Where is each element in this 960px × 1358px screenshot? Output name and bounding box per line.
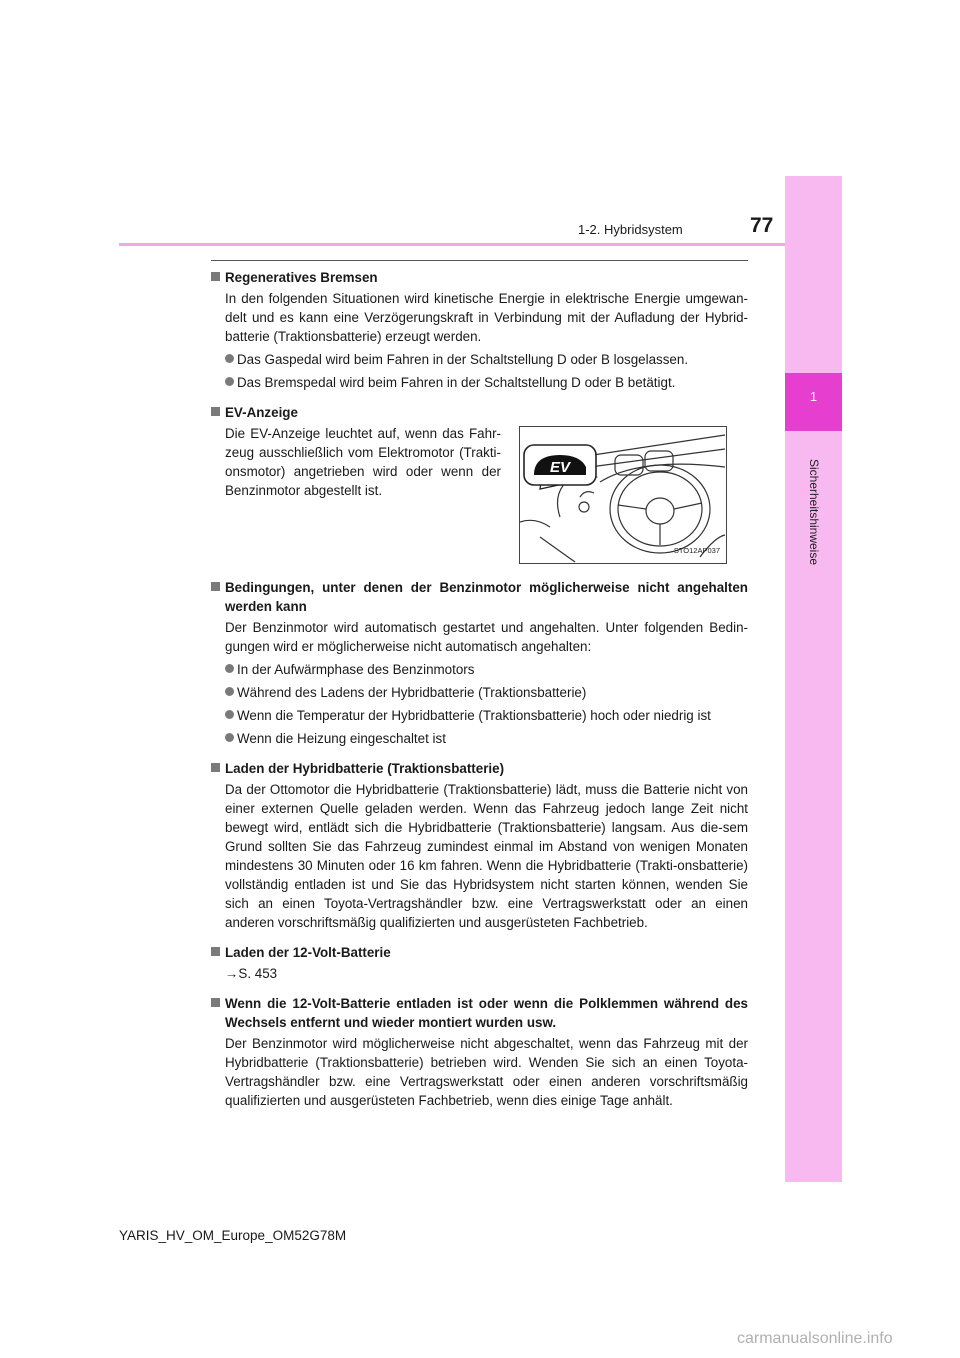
list-item-text: Wenn die Temperatur der Hybridbatterie (Traktionsbatterie) hoch oder niedrig ist xyxy=(237,708,711,723)
page-content xyxy=(211,264,748,1110)
section-title: Bedingungen, unter denen der Benzinmotor möglicherweise nicht angehalten werden kann xyxy=(225,580,748,614)
section-title: Regeneratives Bremsen xyxy=(225,270,378,285)
square-bullet-icon xyxy=(211,407,220,416)
list-item xyxy=(225,350,748,369)
running-head: 1-2. Hybridsystem xyxy=(578,222,683,237)
list-item xyxy=(225,683,748,702)
chapter-number: 1 xyxy=(809,389,818,404)
list-item-text: Das Gaspedal wird beim Fahren in der Schaltstellung D oder B losgelassen. xyxy=(237,352,689,367)
watermark[interactable]: carmanualsonline.info xyxy=(737,1330,893,1347)
section-heading-regen xyxy=(211,268,748,287)
content-top-rule xyxy=(211,260,748,261)
ev-badge: EV xyxy=(549,459,571,476)
list-item-text: Das Bremspedal wird beim Fahren in der Schaltstellung D oder B betätigt. xyxy=(237,375,676,390)
page-reference-link[interactable]: →S. 453 xyxy=(225,966,278,981)
section-heading-terminals xyxy=(211,994,748,1032)
chapter-side-tab xyxy=(785,176,842,1182)
circle-bullet-icon xyxy=(225,733,234,742)
section-heading-charging xyxy=(211,759,748,778)
section-text: Der Benzinmotor wird möglicherweise nicht abgeschaltet, wenn das Fahrzeug mit der Hybridbatterie (Traktionsbatterie) betrieben wird. Wenden Sie sich an einen Toyota-Vertragshändler bzw. eine Vertragswerkstatt oder einen anderen vorschriftsmäßig qualifizierten und ausgerüsteten Fachbetrieb, wenn dies einige Tage anhält. xyxy=(225,1036,748,1108)
circle-bullet-icon xyxy=(225,710,234,719)
square-bullet-icon xyxy=(211,947,220,956)
section-text: In den folgenden Situationen wird kinetische Energie in elektrische Energie umgewan-delt und es kann eine Verzögerungskraft in Verbindung mit der Aufladung der Hybrid-batterie (Traktionsbatterie) erzeugt werden. xyxy=(225,291,748,344)
list-item-text: In der Aufwärmphase des Benzinmotors xyxy=(237,662,475,677)
square-bullet-icon xyxy=(211,763,220,772)
document-id: YARIS_HV_OM_Europe_OM52G78M xyxy=(119,1228,347,1243)
list-item xyxy=(225,729,748,748)
square-bullet-icon xyxy=(211,582,220,591)
square-bullet-icon xyxy=(211,272,220,281)
page-number: 77 xyxy=(750,214,774,237)
section-text: Da der Ottomotor die Hybridbatterie (Traktionsbatterie) lädt, muss die Batterie nicht von einer externen Quelle geladen werden. Wenn das Fahrzeug jedoch lange Zeit nicht bewegt wird, entlädt sich die Hybridbatterie (Traktionsbatterie) langsam. Aus die-sem Grund sollten Sie das Fahrzeug zumindest einmal im Abstand von wenigen Monaten mindestens 30 Minuten oder 16 km fahren. Wenn die Hybridbatterie (Trakti-onsbatterie) vollständig entladen ist und Sie das Hybridsystem nicht starten können, wenden Sie sich an einen Toyota-Vertragshändler bzw. eine Vertragswerkstatt oder an einen anderen vorschriftsmäßig qualifizierten und ausgerüsteten Fachbetrieb. xyxy=(225,782,748,930)
list-item-text: Wenn die Heizung eingeschaltet ist xyxy=(237,731,446,746)
section-heading-ev xyxy=(211,403,748,422)
section-title: Laden der Hybridbatterie (Traktionsbatterie) xyxy=(225,761,505,776)
circle-bullet-icon xyxy=(225,354,234,363)
ev-indicator-illustration xyxy=(519,426,727,564)
circle-bullet-icon xyxy=(225,664,234,673)
section-text: Die EV-Anzeige leuchtet auf, wenn das Fahr-zeug ausschließlich vom Elektromotor (Trakti-onsmotor) angetrieben wird oder wenn der Benzinmotor abgestellt ist. xyxy=(225,426,501,498)
circle-bullet-icon xyxy=(225,377,234,386)
section-title: EV-Anzeige xyxy=(225,405,298,420)
section-heading-battery12v xyxy=(211,943,748,962)
section-title: Wenn die 12-Volt-Batterie entladen ist oder wenn die Polklemmen während des Wechsels entfernt und wieder montiert wurden usw. xyxy=(225,996,748,1030)
list-item xyxy=(225,706,748,725)
section-text: Der Benzinmotor wird automatisch gestartet und angehalten. Unter folgenden Bedin-gungen wird er möglicherweise nicht automatisch angehalten: xyxy=(225,620,748,654)
header-rule xyxy=(119,243,785,246)
figure-code: STO12AP037 xyxy=(673,546,720,555)
square-bullet-icon xyxy=(211,998,220,1007)
section-title: Laden der 12-Volt-Batterie xyxy=(225,945,391,960)
chapter-label: Sicherheitshinweise xyxy=(807,458,821,566)
list-item xyxy=(225,373,748,392)
ev-section-body xyxy=(211,424,748,574)
list-item xyxy=(225,660,748,679)
circle-bullet-icon xyxy=(225,687,234,696)
section-heading-conditions xyxy=(211,578,748,616)
list-item-text: Während des Ladens der Hybridbatterie (Traktionsbatterie) xyxy=(237,685,587,700)
